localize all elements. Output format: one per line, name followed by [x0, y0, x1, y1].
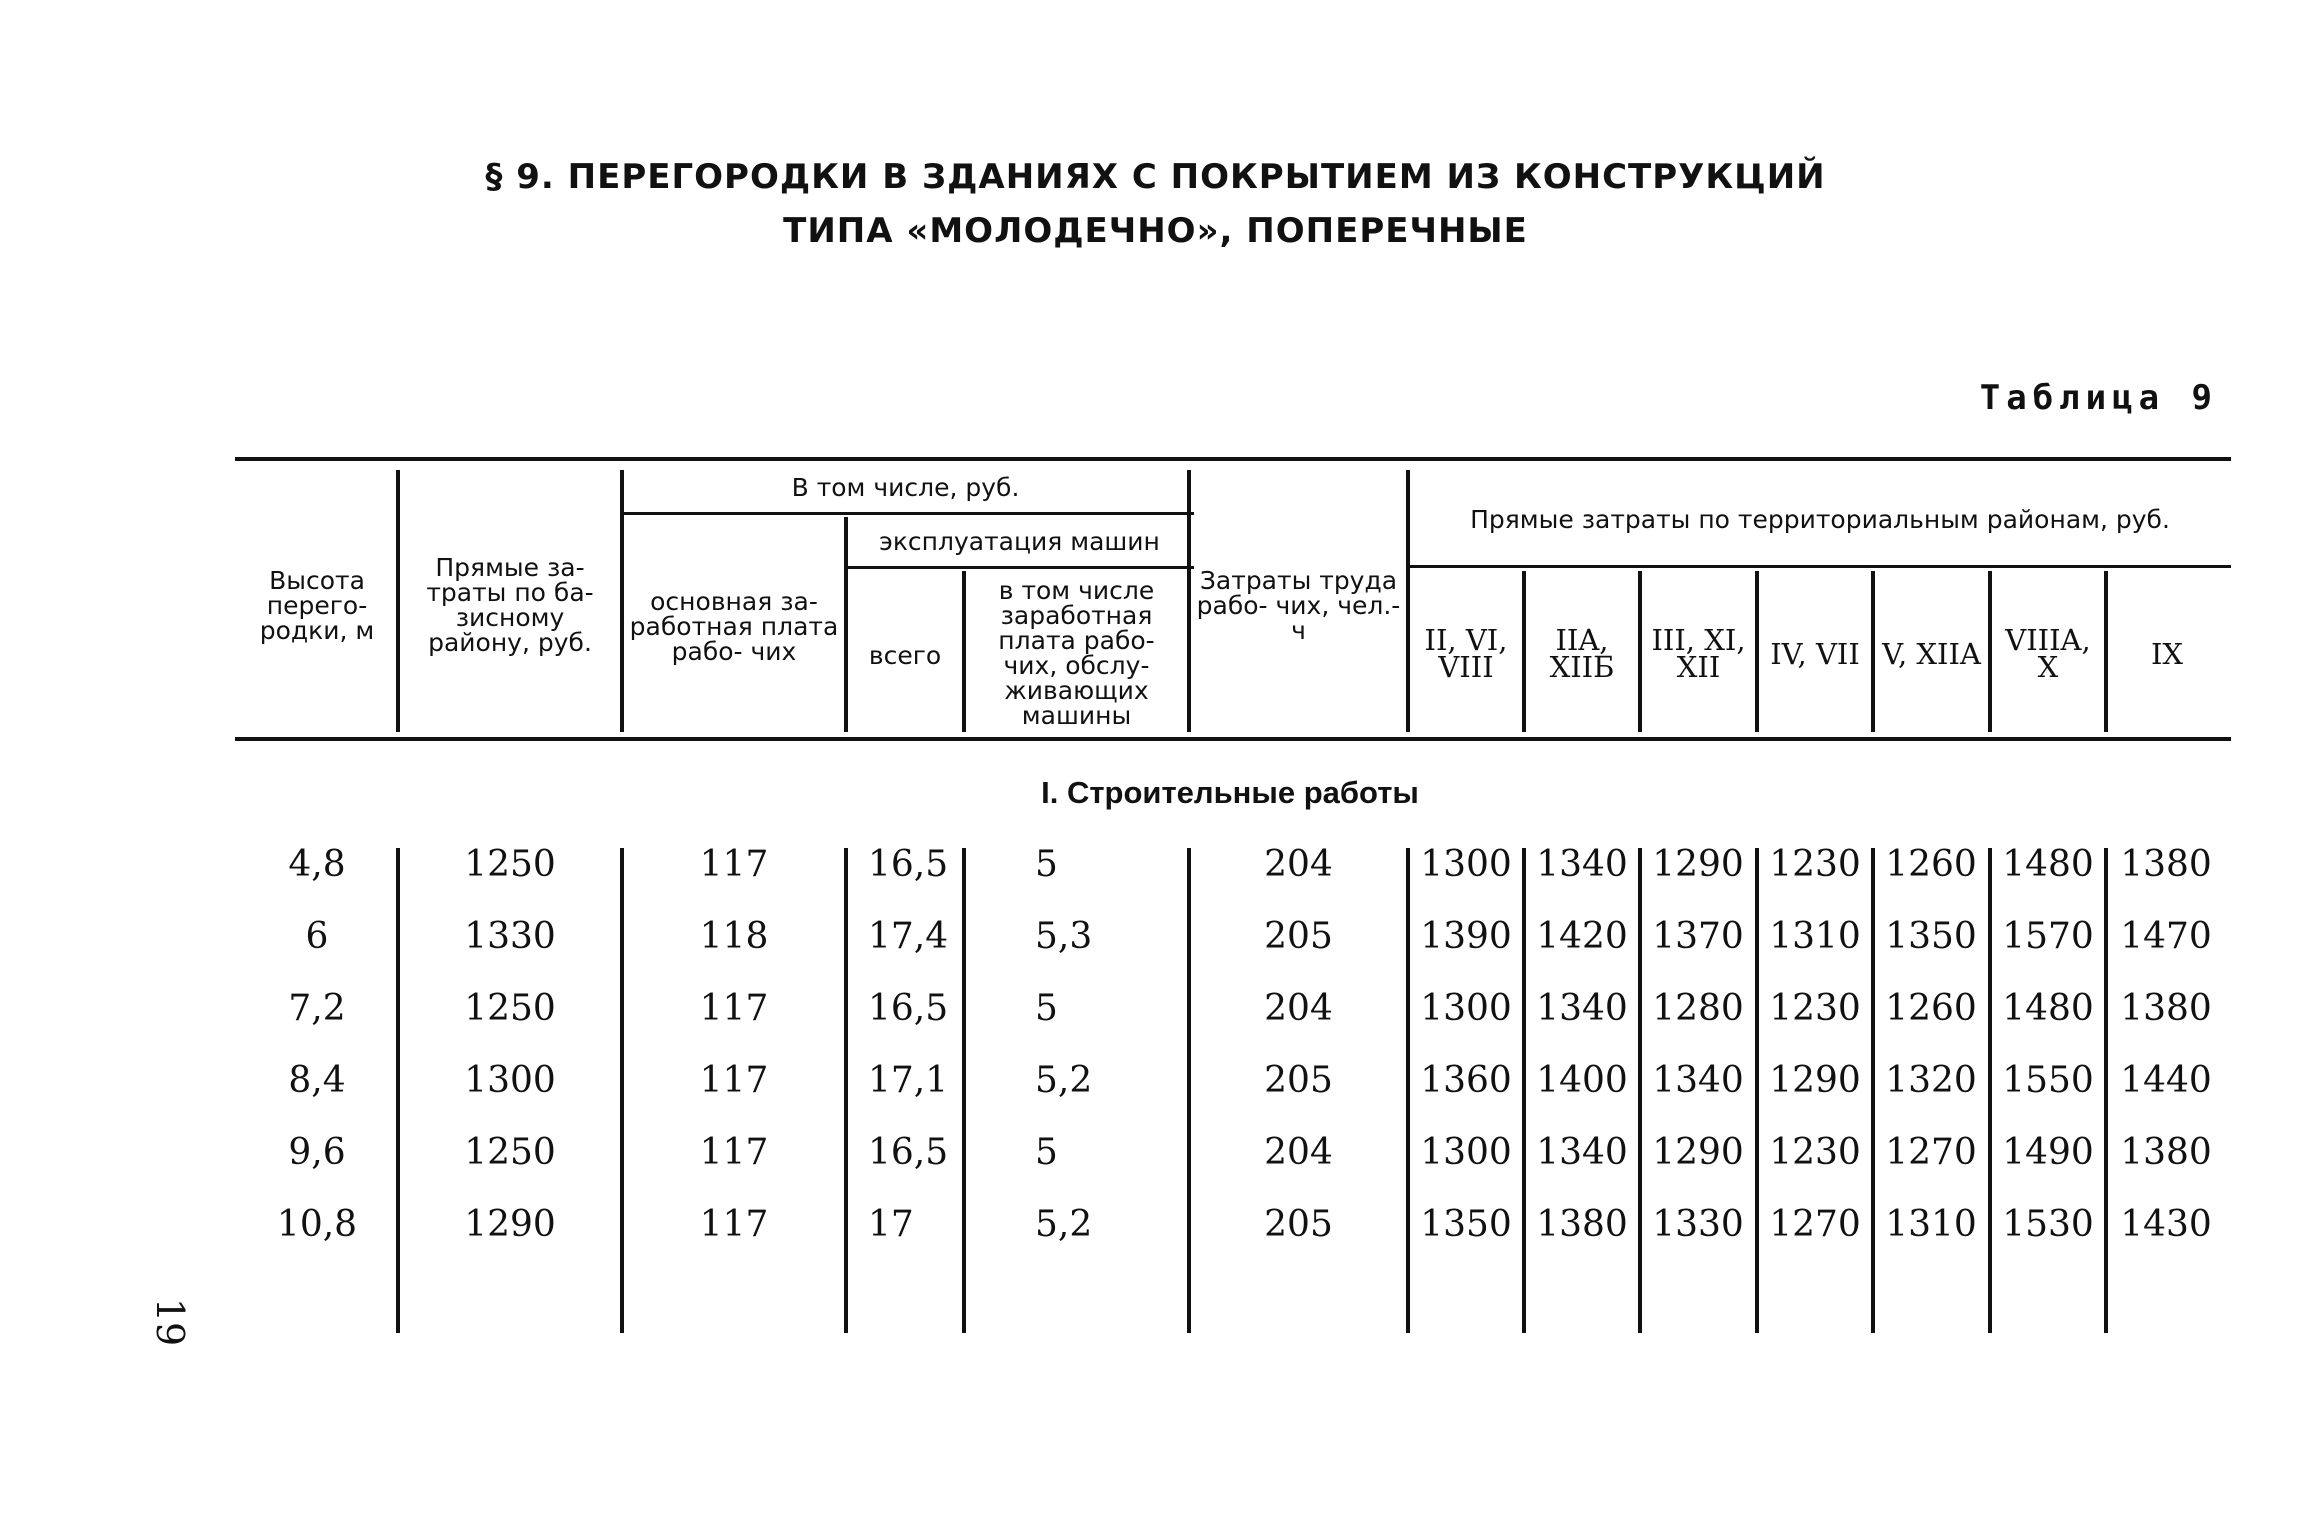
table-cell: 1300	[1420, 988, 1512, 1029]
header-machine-operation: эксплуатация машин	[879, 526, 1160, 556]
table-cell: 1440	[2120, 1060, 2212, 1101]
table-top-rule	[235, 457, 2231, 461]
header-labor: Затраты труда рабо- чих, чел.-ч	[1196, 565, 1401, 645]
table-cell: 1340	[1536, 1132, 1628, 1173]
table-cell: 1480	[2002, 844, 2094, 885]
table-cell: 1550	[2002, 1060, 2094, 1101]
table-cell: 1310	[1885, 1204, 1977, 1245]
table-cell: 204	[1264, 988, 1333, 1029]
table-cell: 16,5	[868, 988, 949, 1029]
table-cell: 1250	[464, 1132, 556, 1173]
table-cell: 1290	[1769, 1060, 1861, 1101]
table-cell: 1250	[464, 844, 556, 885]
machines-rule	[848, 566, 1194, 569]
regions-rule	[1410, 565, 2231, 568]
table-cell: 1250	[464, 988, 556, 1029]
region-header: IIA, XIIБ	[1549, 623, 1615, 684]
table-cell: 5	[1035, 844, 1058, 885]
table-cell: 1330	[1652, 1204, 1744, 1245]
table-cell: 5	[1035, 988, 1058, 1029]
table-cell: 7,2	[288, 988, 346, 1029]
table-cell: 1390	[1420, 916, 1512, 957]
table-cell: 1380	[2120, 1132, 2212, 1173]
table-cell: 5,3	[1035, 916, 1093, 957]
table-cell: 17,1	[868, 1060, 949, 1101]
table-cell: 5,2	[1035, 1204, 1093, 1245]
header-regions: Прямые затраты по территориальным районам, руб.	[1470, 504, 2170, 534]
table-cell: 5,2	[1035, 1060, 1093, 1101]
table-cell: 117	[699, 1060, 769, 1101]
header-divider	[620, 470, 624, 732]
header-height: Высота перего- родки, м	[259, 565, 375, 645]
table-cell: 1300	[1420, 1132, 1512, 1173]
table-cell: 17,4	[868, 916, 949, 957]
header-including: В том числе, руб.	[791, 472, 1020, 502]
region-header: IV, VII	[1770, 636, 1860, 671]
header-base-cost: Прямые за- траты по ба- зисному району, руб.	[426, 553, 594, 657]
table-cell: 17	[868, 1204, 914, 1245]
section-title: I. Строительные работы	[1041, 775, 1419, 810]
table-cell: 10,8	[276, 1204, 358, 1245]
body-divider	[1638, 848, 1642, 1333]
table-cell: 16,5	[868, 1132, 949, 1173]
including-rule	[624, 512, 1194, 515]
table-cell: 204	[1264, 1132, 1333, 1173]
table-cell: 205	[1264, 1060, 1333, 1101]
table-cell: 1260	[1885, 988, 1977, 1029]
table-cell: 9,6	[288, 1132, 346, 1173]
header-divider	[962, 571, 966, 732]
table-cell: 1270	[1769, 1204, 1861, 1245]
table-cell: 1380	[2120, 844, 2212, 885]
table-cell: 1270	[1885, 1132, 1977, 1173]
table-cell: 118	[699, 916, 769, 957]
table-cell: 1490	[2002, 1132, 2094, 1173]
table-cell: 16,5	[868, 844, 949, 885]
table-cell: 1290	[1652, 1132, 1744, 1173]
table-cell: 1260	[1885, 844, 1977, 885]
table-cell: 1290	[1652, 844, 1744, 885]
table-cell: 1400	[1536, 1060, 1628, 1101]
body-divider	[844, 848, 848, 1333]
table-cell: 1350	[1885, 916, 1977, 957]
body-divider	[1406, 848, 1410, 1333]
document-title	[0, 150, 2311, 258]
header-divider	[396, 470, 400, 732]
table-cell: 1470	[2120, 916, 2212, 957]
table-cell: 1380	[2120, 988, 2212, 1029]
table-cell: 1280	[1652, 988, 1744, 1029]
table-cell: 1320	[1885, 1060, 1977, 1101]
table-cell: 1230	[1769, 844, 1861, 885]
table-cell: 4,8	[288, 844, 346, 885]
region-header: II, VI, VIII	[1424, 623, 1508, 684]
table-cell: 1310	[1769, 916, 1861, 957]
table-cell: 1350	[1420, 1204, 1512, 1245]
table-cell: 205	[1264, 916, 1333, 957]
body-divider	[1522, 848, 1526, 1333]
region-header: IX	[2150, 636, 2184, 671]
body-divider	[962, 848, 966, 1333]
header-base-wage: основная за- работная плата рабо- чих	[629, 586, 839, 666]
body-divider	[396, 848, 400, 1333]
header-bottom-rule	[235, 737, 2231, 741]
table-cell: 117	[699, 1204, 769, 1245]
table-cell: 1420	[1536, 916, 1628, 957]
table-cell: 1570	[2002, 916, 2094, 957]
region-header: V, XIIA	[1882, 636, 1981, 671]
region-header: III, XI, XII	[1651, 623, 1746, 684]
table-cell: 1430	[2120, 1204, 2212, 1245]
body-divider	[1871, 848, 1875, 1333]
region-header: VIIIA, X	[2005, 623, 2091, 684]
table-cell: 117	[699, 844, 769, 885]
table-cell: 1370	[1652, 916, 1744, 957]
table-cell: 1530	[2002, 1204, 2094, 1245]
header-divider	[1187, 470, 1191, 732]
table-cell: 1380	[1536, 1204, 1628, 1245]
body-divider	[620, 848, 624, 1333]
header-operator-wage: в том числе заработная плата рабо- чих, обслу- живающих машины	[998, 576, 1155, 730]
table-cell: 1330	[464, 916, 556, 957]
table-cell: 1230	[1769, 1132, 1861, 1173]
title-line-2: ТИПА «МОЛОДЕЧНО», ПОПЕРЕЧНЫЕ	[783, 211, 1528, 251]
table-cell: 1480	[2002, 988, 2094, 1029]
header-total: всего	[868, 640, 942, 670]
body-divider	[1187, 848, 1191, 1333]
body-divider	[2104, 848, 2108, 1333]
body-divider	[1755, 848, 1759, 1333]
table-cell: 5	[1035, 1132, 1058, 1173]
table-cell: 1300	[464, 1060, 556, 1101]
title-line-1: § 9. ПЕРЕГОРОДКИ В ЗДАНИЯХ С ПОКРЫТИЕМ ИЗ КОНСТРУКЦИЙ	[485, 157, 1826, 197]
header-divider	[844, 517, 848, 732]
table-cell: 1340	[1536, 844, 1628, 885]
table-label: Таблица 9	[1979, 378, 2218, 418]
table-cell: 8,4	[288, 1060, 346, 1101]
table-cell: 1290	[464, 1204, 556, 1245]
table-cell: 1340	[1536, 988, 1628, 1029]
table-cell: 205	[1264, 1204, 1333, 1245]
table-cell: 1340	[1652, 1060, 1744, 1101]
table-cell: 204	[1264, 844, 1333, 885]
table-cell: 1230	[1769, 988, 1861, 1029]
table-cell: 6	[305, 916, 329, 957]
table-cell: 1300	[1420, 844, 1512, 885]
table-cell: 117	[699, 988, 769, 1029]
body-divider	[1988, 848, 1992, 1333]
page-number: 19	[148, 1297, 192, 1347]
table-cell: 117	[699, 1132, 769, 1173]
table-cell: 1360	[1420, 1060, 1512, 1101]
